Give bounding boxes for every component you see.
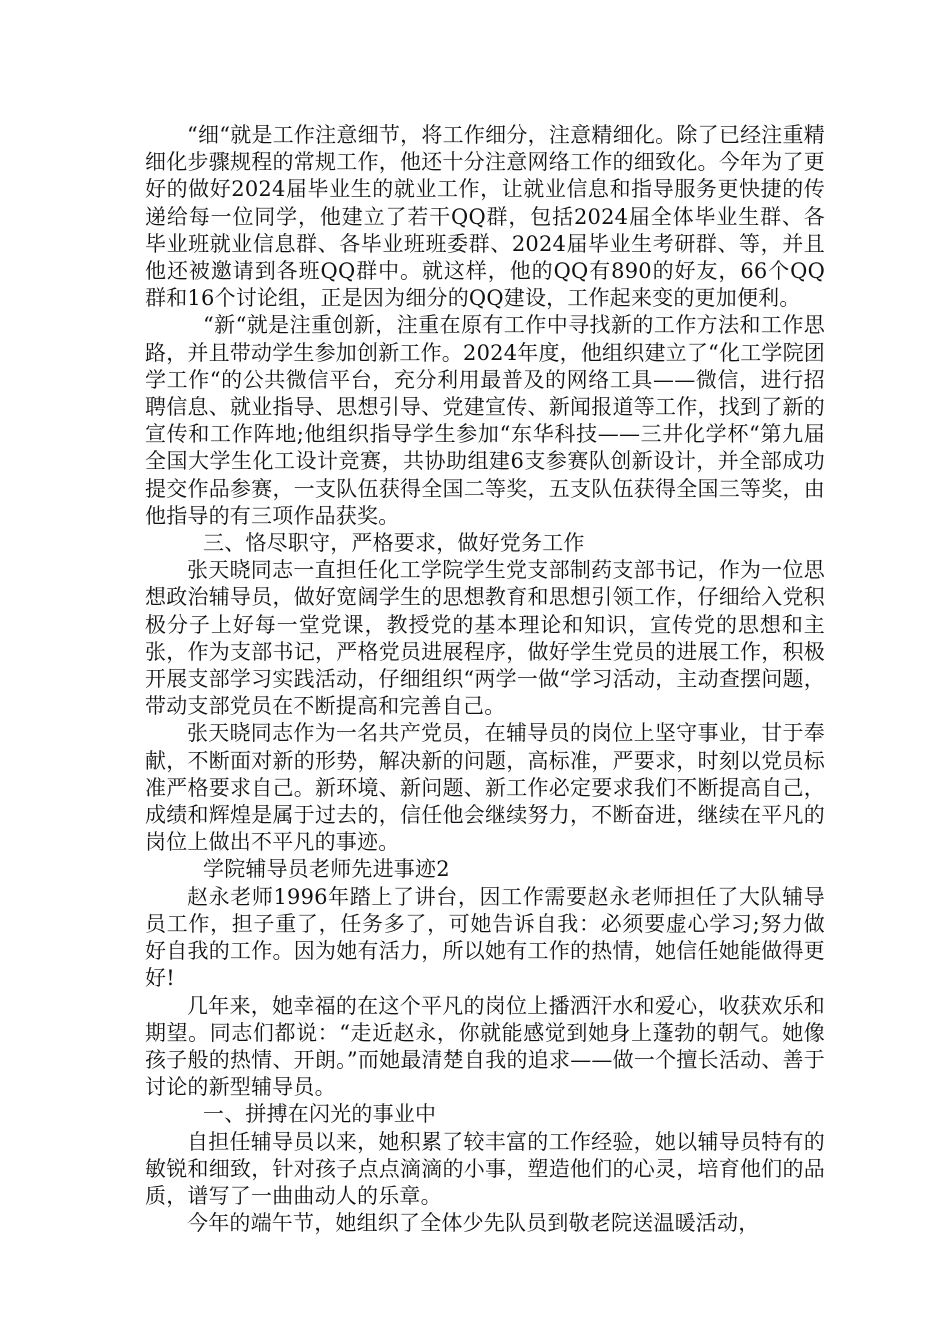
section-heading-story-2: 学院辅导员老师先进事迹2 [203,857,450,882]
paragraph-party-member: 张天晓同志作为一名共产党员，在辅导员的岗位上坚守事业，甘于奉献，不断面对新的形势，解决新的问题，高标准，严要求，时刻以党员标准严格要求自己。新环境、新问题、新工作必定要求我们不断提高自己，成绩和辉煌是属于过去的，信任他会继续努力，不断奋进，继续在平凡的岗位上做出不平凡的事迹。 [145,721,825,855]
paragraph-zhao-intro: 赵永老师1996年踏上了讲台，因工作需要赵永老师担任了大队辅导员工作，担子重了，任务多了，可她告诉自我：必须要虚心学习;努力做好自我的工作。因为她有活力，所以她有工作的热情，她信任她能做得更好! [145,884,825,991]
paragraph-party-branch: 张天晓同志一直担任化工学院学生党支部制药支部书记，作为一位思想政治辅导员，做好宽阔学生的思想教育和思想引领工作，仔细给入党积极分子上好每一堂党课，教授党的基本理论和知识，宣传党的思想和主张，作为支部书记，严格党员进展程序，做好学生党员的进展工作，积极开展支部学习实践活动，仔细组织“两学一做“学习活动，主动查摆问题，带动支部党员在不断提高和完善自己。 [145,558,825,719]
paragraph-detail-work: “细“就是工作注意细节，将工作细分，注意精细化。除了已经注重精细化步骤规程的常规工作，他还十分注意网络工作的细致化。今年为了更好的做好2024届毕业生的就业工作，让就业信息和指导服务更快捷的传递给每一位同学，他建立了若干QQ群，包括2024届全体毕业生群、各毕业班就业信息群、各毕业班班委群、2024届毕业生考研群、等，并且他还被邀请到各班QQ群中。就这样，他的QQ有890的好友，66个QQ群和16个讨论组，正是因为细分的QQ建设，工作起来变的更加便利。 [145,123,825,311]
paragraph-dragon-boat: 今年的端午节，她组织了全体少先队员到敬老院送温暖活动， [187,1211,760,1236]
section-heading-party-work: 三、恪尽职守，严格要求，做好党务工作 [203,531,585,556]
paragraph-innovation: “新“就是注重创新，注重在原有工作中寻找新的工作方法和工作思路，并且带动学生参加创新工作。2024年度，他组织建立了“化工学院团学工作“的公共微信平台，充分利用最普及的网络工具——微信，进行招聘信息、就业指导、思想引导、党建宣传、新闻报道等工作，找到了新的宣传和工作阵地;他组织指导学生参加“东华科技——三井化学杯“第九届全国大学生化工设计竞赛，共协助组建6支参赛队创新设计，并全部成功提交作品参赛，一支队伍获得全国二等奖，五支队伍获得全国三等奖，由他指导的有三项作品获奖。 [145,313,825,528]
section-heading-career: 一、拼搏在闪光的事业中 [203,1102,437,1127]
paragraph-zhao-years: 几年来，她幸福的在这个平凡的岗位上播洒汗水和爱心，收获欢乐和期望。同志们都说：“走近赵永，你就能感觉到她身上蓬勃的朝气。她像孩子般的热情、开朗。”而她最清楚自我的追求——做一个擅长活动、善于讨论的新型辅导员。 [145,993,825,1100]
paragraph-experience: 自担任辅导员以来，她积累了较丰富的工作经验，她以辅导员特有的敏锐和细致，针对孩子点点滴滴的小事，塑造他们的心灵，培育他们的品质，谱写了一曲曲动人的乐章。 [145,1129,825,1208]
document-page [145,122,825,1237]
